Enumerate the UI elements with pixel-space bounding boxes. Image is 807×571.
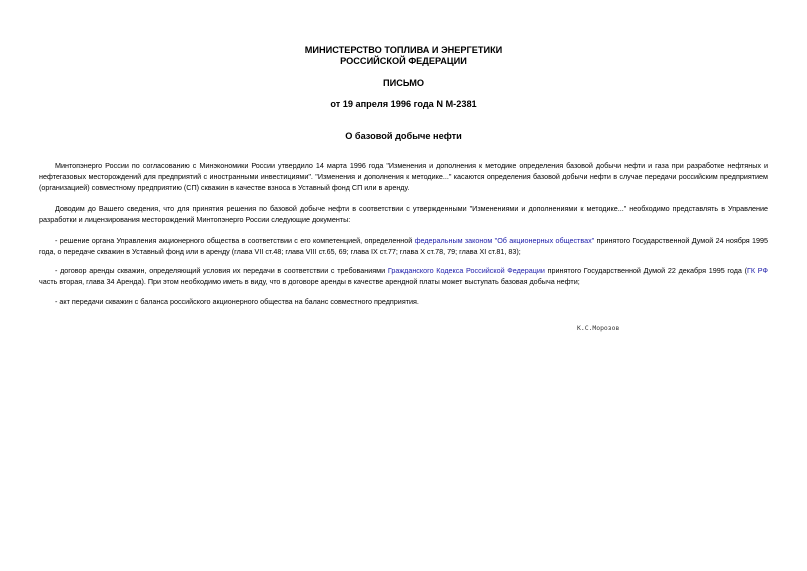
signature: К.С.Морозов xyxy=(577,324,620,332)
law-on-joint-stock-companies-link[interactable]: федеральным законом "Об акционерных обществах" xyxy=(414,236,595,245)
document-type: ПИСЬМО xyxy=(382,78,425,88)
paragraph-1: Минтопэнерго России по согласованию с Минэкономики России утвердило 14 марта 1996 года "Изменения и дополнения к методике определения базовой добычи нефти и газа при разработке нефтяных и нефтегазовых месторождений для предприятий с иностранными инвестициями". "Изменения и дополнения к методике..." касаются определения базовой добычи нефти в случае передачи российским предприятием (организацией) совместному предприятию (СП) скважин в качестве взноса в Уставный фонд СП или в аренду. xyxy=(39,161,768,192)
list-item-1-text-after: принятого Государственной Думой 24 ноября 1995 года, о передаче скважин в Уставный фонд или в аренду (глава VII ст.48; глава VIII ст.65, 69; глава IX ст.77; глава X ст.78, 79; глава XI ст.81, 83); xyxy=(39,236,768,256)
list-item-2-text-after: часть вторая, глава 34 Аренда). При этом необходимо иметь в виду, что в договоре аренды в качестве арендной платы может выступать базовая добыча нефти; xyxy=(39,277,580,286)
list-item-1 xyxy=(39,235,768,257)
paragraph-2: Доводим до Вашего сведения, что для принятия решения по базовой добыче нефти в соответствии с утвержденными "Изменениями и дополнениями к методике..." необходимо представлять в Управление разработки и лицензирования месторождений Минтопэнерго России следующие документы: xyxy=(39,204,768,224)
document-date-number: от 19 апреля 1996 года N М-2381 xyxy=(330,99,477,109)
gk-rf-link[interactable]: ГК РФ xyxy=(747,266,768,275)
ministry-title-line2: РОССИЙСКОЙ ФЕДЕРАЦИИ xyxy=(340,56,467,66)
list-item-2 xyxy=(39,265,768,287)
list-item-2-text-middle: принятого Государственной Думой 22 декабря 1995 года ( xyxy=(544,266,748,275)
ministry-title-line1: МИНИСТЕРСТВО ТОПЛИВА И ЭНЕРГЕТИКИ xyxy=(304,45,503,55)
document-subject: О базовой добыче нефти xyxy=(345,131,462,141)
civil-code-link[interactable]: Гражданского Кодекса Российской Федерации xyxy=(387,266,545,275)
list-item-2-text-before: - договор аренды скважин, определяющий условия их передачи в соответствии с требованиями xyxy=(55,266,388,275)
list-item-1-text-before: - решение органа Управления акционерного общества в соответствии с его компетенцией, определенной xyxy=(55,236,415,245)
list-item-3: - акт передачи скважин с баланса российского акционерного общества на баланс совместного предприятия. xyxy=(55,297,419,306)
